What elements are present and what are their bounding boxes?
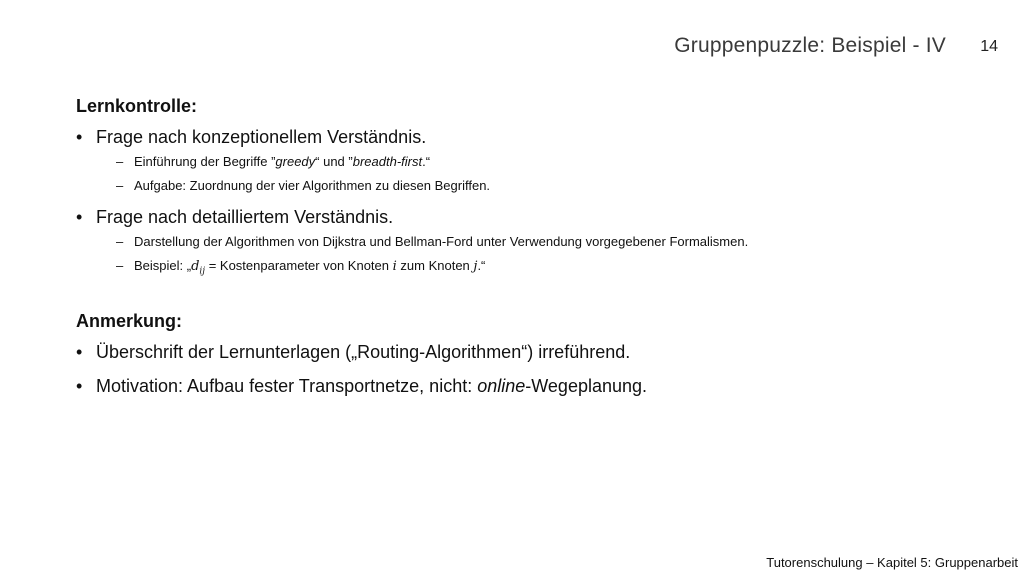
- bullet-text: Frage nach detailliertem Verständnis.: [96, 207, 394, 227]
- sub-dash: –: [116, 234, 124, 249]
- sub-item: [76, 257, 956, 281]
- bullet-item: [76, 374, 956, 398]
- sub-dash: –: [116, 154, 124, 169]
- sub-text: Beispiel: $„d_{ij}$ = Kostenparameter von Knoten i zum Knoten j.“: [134, 258, 486, 277]
- bullet-item: [76, 205, 956, 229]
- sub-item: [76, 153, 956, 171]
- bullet-dot: •: [76, 207, 83, 227]
- sub-dash: –: [116, 258, 124, 273]
- sub-item: [76, 233, 956, 251]
- bullet-text: Frage nach konzeptionellem Verständnis.: [96, 127, 427, 147]
- slide-title: Gruppenpuzzle: Beispiel - IV: [674, 34, 946, 57]
- sub-text: Einführung der Begriffe ”greedy“ und ”breadth-first.“: [134, 154, 431, 169]
- slide-footer: Tutorenschulung – Kapitel 5: Gruppenarbeit: [766, 555, 1018, 570]
- section-heading-lernkontrolle: Lernkontrolle:: [76, 96, 198, 116]
- bullet-text: Motivation: Aufbau fester Transportnetze, nicht: online-Wegeplanung.: [96, 375, 648, 396]
- bullet-dot: •: [76, 127, 83, 147]
- bullet-dot: •: [76, 375, 83, 396]
- math-d-ij: $d_{ij}$: [191, 259, 206, 277]
- bullet-item: [76, 125, 956, 149]
- bullet-text: Überschrift der Lernunterlagen („Routing-Algorithmen“) irreführend.: [96, 341, 631, 362]
- sub-dash: –: [116, 178, 124, 193]
- page-number: 14: [980, 38, 998, 55]
- sub-item: [76, 177, 956, 195]
- bullet-dot: •: [76, 341, 83, 362]
- bullet-item: [76, 340, 956, 364]
- sub-text: Aufgabe: Zuordnung der vier Algorithmen zu diesen Begriffen.: [134, 178, 491, 193]
- sub-text: Darstellung der Algorithmen von Dijkstra und Bellman-Ford unter Verwendung vorgegebener Formalismen.: [134, 234, 749, 249]
- section-heading-anmerkung: Anmerkung:: [76, 310, 183, 331]
- slide-content: [76, 96, 956, 402]
